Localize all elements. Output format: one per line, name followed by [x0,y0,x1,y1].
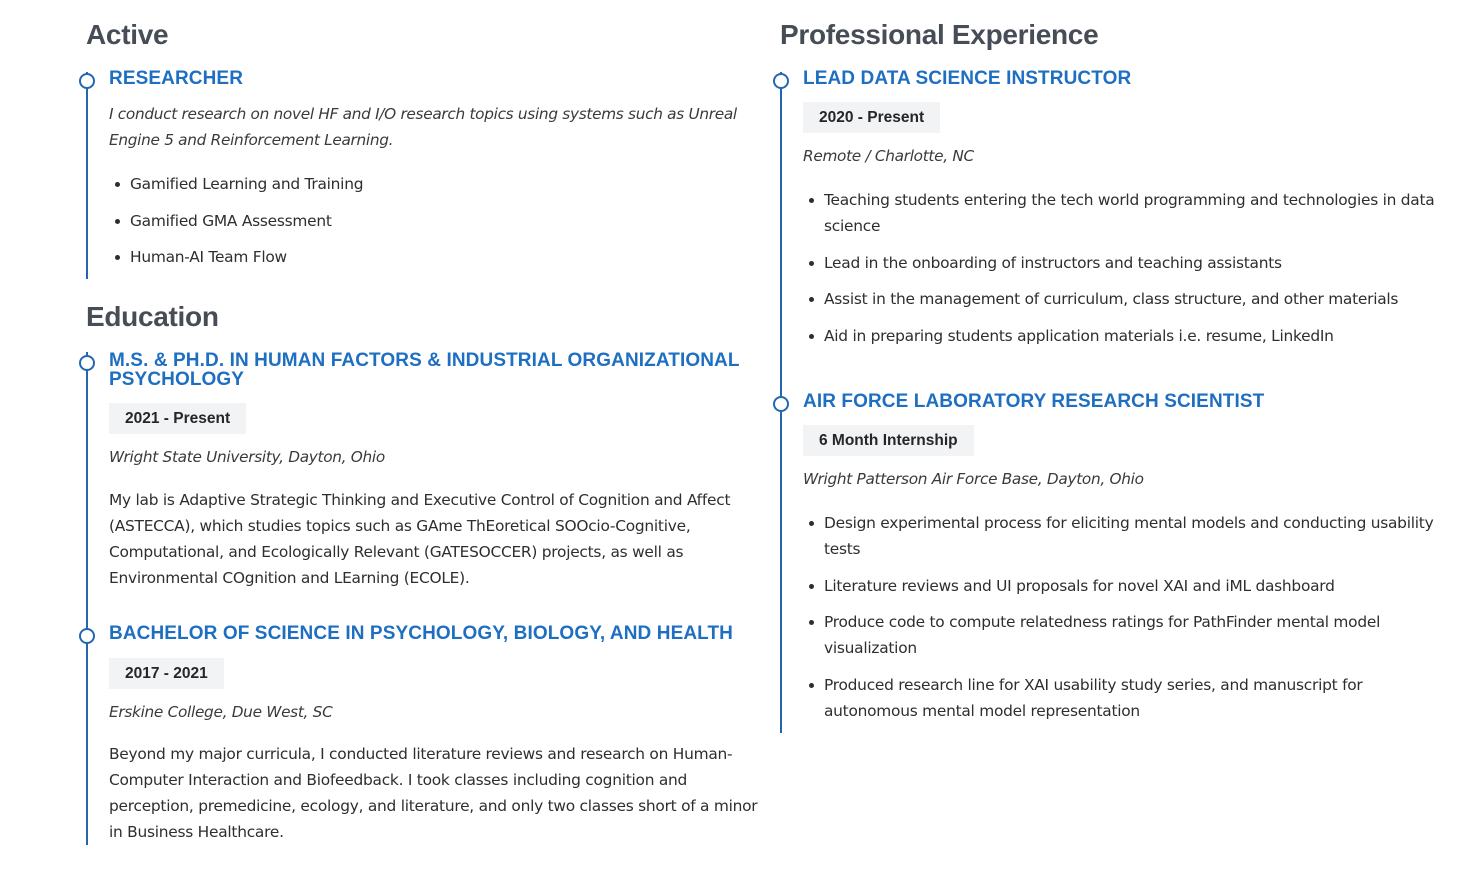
active-section-heading: Active [86,19,169,50]
date-badge: 2020 - Present [803,102,940,133]
education-section-heading: Education [86,301,219,332]
experience-timeline [780,68,1447,733]
list-item: Literature reviews and UI proposals for novel XAI and iML dashboard [803,573,1443,599]
entry-title: BACHELOR OF SCIENCE IN PSYCHOLOGY, BIOLOGY, AND HEALTH [109,623,733,644]
list-item: Gamified GMA Assessment [109,208,749,234]
date-badge: 2017 - 2021 [109,658,224,689]
list-item: Assist in the management of curriculum, class structure, and other materials [803,286,1443,312]
timeline-dot-icon [79,628,95,644]
entry-description: I conduct research on novel HF and I/O research topics using systems such as Unreal Engine 5 and Reinforcement Learning. [109,105,737,149]
timeline-dot-icon [773,396,789,412]
list-item: Produce code to compute relatedness ratings for PathFinder mental model visualization [803,609,1443,661]
entry-title: M.S. & PH.D. IN HUMAN FACTORS & INDUSTRIAL ORGANIZATIONAL PSYCHOLOGY [109,350,740,390]
experience-section-heading: Professional Experience [780,19,1099,50]
entry-bullet-list [109,171,749,281]
list-item: Lead in the onboarding of instructors and teaching assistants [803,250,1443,276]
entry-location: Wright Patterson Air Force Base, Dayton, Ohio [803,470,1144,488]
entry-description: My lab is Adaptive Strategic Thinking and Executive Control of Cognition and Affect (ASTECCA), which studies topics such as GAme ThEoretical SOOcio-Cognitive, Computational, and Ecologically Relevant (GATESOCCER) projects, as well as Environmental COgnition and LEarning (ECOLE). [109,491,731,587]
entry-bullet-list [803,187,1443,359]
list-item: Produced research line for XAI usability study series, and manuscript for autonomous mental model representation [803,672,1443,724]
active-timeline [86,68,758,279]
entry-location: Erskine College, Due West, SC [109,703,333,721]
list-item: Gamified Learning and Training [109,171,749,197]
entry-title: RESEARCHER [109,68,244,89]
entry-description: Beyond my major curricula, I conducted literature reviews and research on Human-Computer Interaction and Biofeedback. I took classes including cognition and perception, premedicine, ecology, and literature, and only two classes short of a minor in Business Healthcare. [109,745,758,841]
entry-location: Remote / Charlotte, NC [803,147,974,165]
entry-title: LEAD DATA SCIENCE INSTRUCTOR [803,68,1132,89]
entry-title: AIR FORCE LABORATORY RESEARCH SCIENTIST [803,391,1265,412]
list-item: Human-AI Team Flow [109,244,749,270]
entry-location: Wright State University, Dayton, Ohio [109,448,385,466]
date-badge: 2021 - Present [109,403,246,434]
list-item: Teaching students entering the tech world programming and technologies in data science [803,187,1443,239]
list-item: Design experimental process for eliciting mental models and conducting usability tests [803,510,1443,562]
timeline-dot-icon [79,355,95,371]
date-badge: 6 Month Internship [803,425,974,456]
timeline-dot-icon [79,73,95,89]
entry-bullet-list [803,510,1443,734]
education-timeline [86,352,758,845]
timeline-dot-icon [773,73,789,89]
list-item: Aid in preparing students application materials i.e. resume, LinkedIn [803,323,1443,349]
